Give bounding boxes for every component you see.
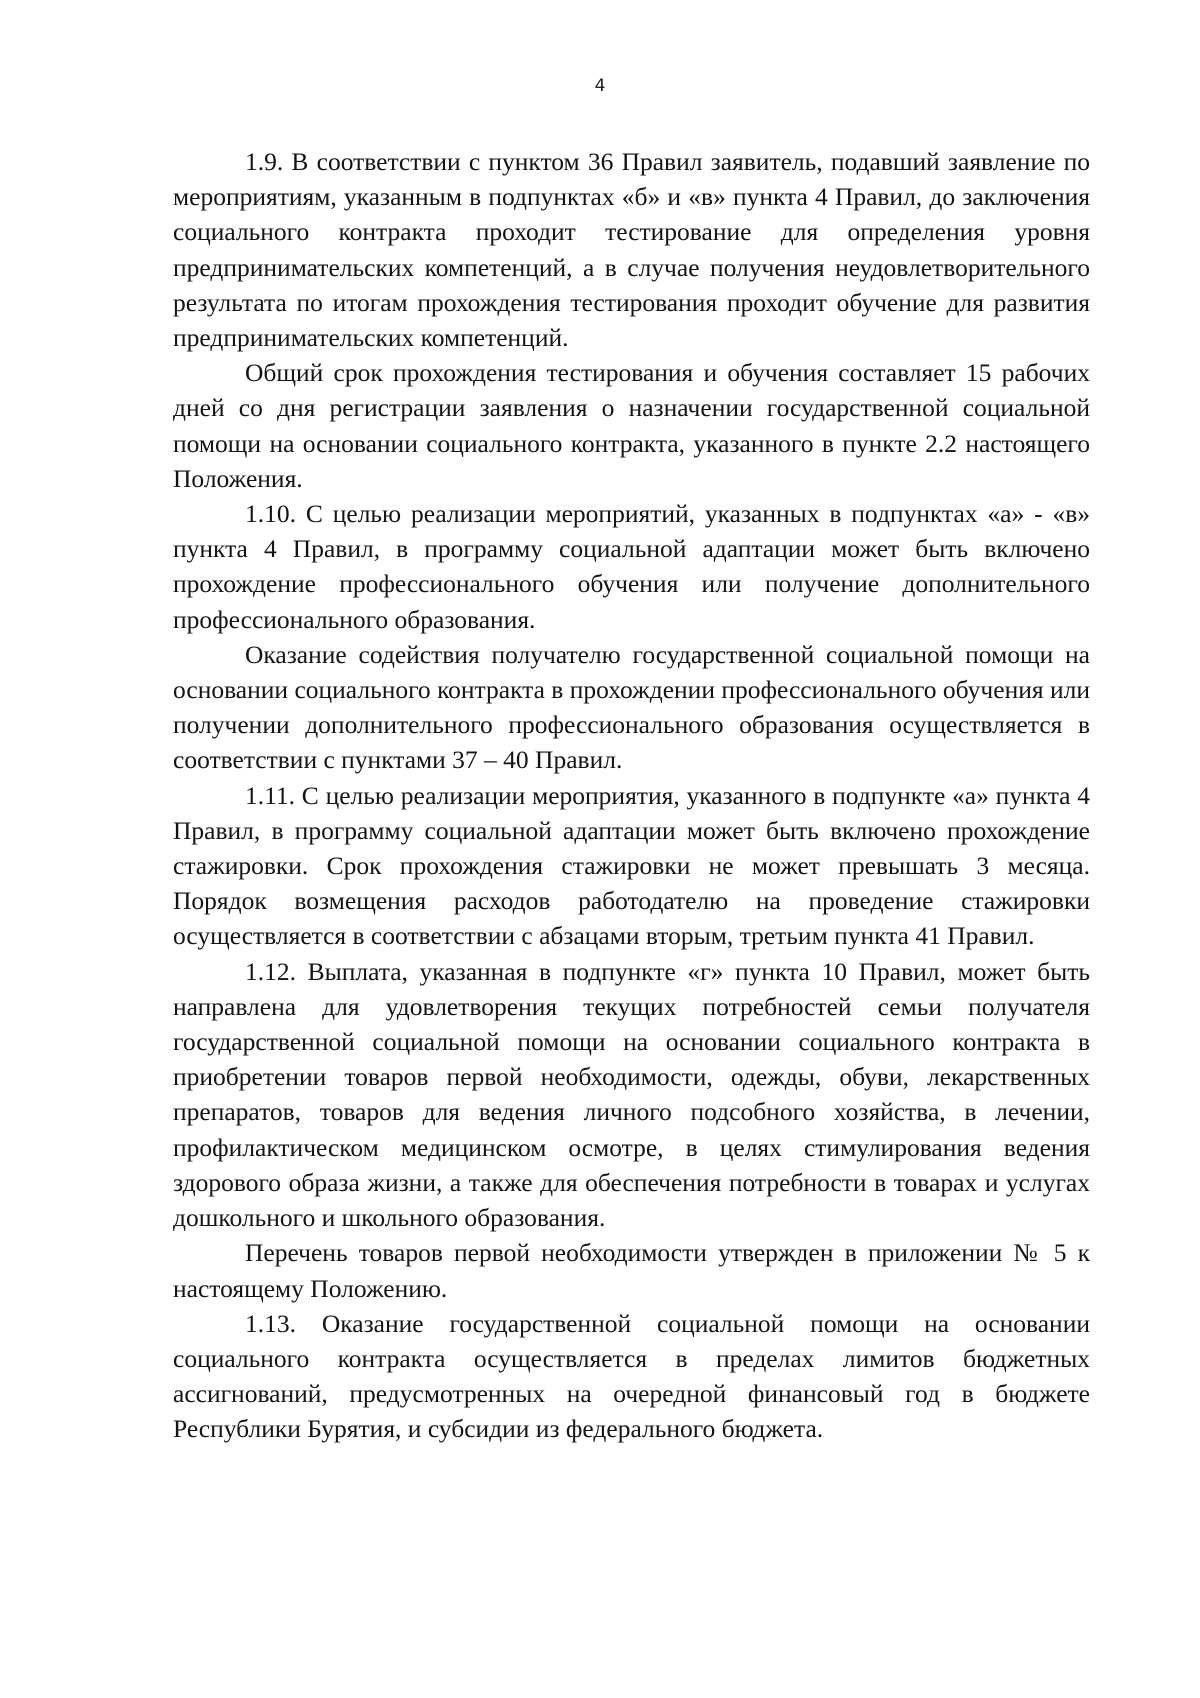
paragraph-1-10: 1.10. С целью реализации мероприятий, указанных в подпунктах «а» - «в» пункта 4 Правил, в программу социальной адаптации может быть включено прохождение профессионального обучения или получение дополнительного профессионального образования. (173, 499, 1090, 634)
paragraph-1-13: 1.13. Оказание государственной социальной помощи на основании социального контракта осуществляется в пределах лимитов бюджетных ассигнований, предусмотренных на очередной финансовый год в бюджете Республики Бурятия, и субсидии из федерального бюджета. (173, 1308, 1090, 1444)
paragraph-1-9: 1.9. В соответствии с пунктом 36 Правил заявитель, подавший заявление по мероприятиям, указанным в подпунктах «б» и «в» пункта 4 Правил, до заключения социального контракта проходит тестирование для определения уровня предпринимательских компетенций, а в случае получения неудовлетворительного результата по итогам прохождения тестирования проходит обучение для развития предпринимательских компетенций. (173, 147, 1090, 353)
paragraph-1-11: 1.11. С целью реализации мероприятия, указанного в подпункте «а» пункта 4 Правил, в программу социальной адаптации может быть включено прохождение стажировки. Срок прохождения стажировки не может превышать 3 месяца. Порядок возмещения расходов работодателю на проведение стажировки осуществляется в соответствии с абзацами вторым, третьим пункта 41 Правил. (173, 780, 1090, 951)
page-number: 4 (594, 76, 606, 96)
paragraph-testing-term: Общий срок прохождения тестирования и обучения составляет 15 рабочих дней со дня регистрации заявления о назначении государственной социальной помощи на основании социального контракта, указанного в пункте 2.2 настоящего Положения. (173, 358, 1090, 493)
paragraph-1-12: 1.12. Выплата, указанная в подпункте «г» пункта 10 Правил, может быть направлена для удовлетворения текущих потребностей семьи получателя государственной социальной помощи на основании социального контракта в приобретении товаров первой необходимости, одежды, обуви, лекарственных препаратов, товаров для ведения личного подсобного хозяйства, в лечении, профилактическом медицинском осмотре, в целях стимулирования ведения здорового образа жизни, а также для обеспечения потребности в товарах и услугах дошкольного и школьного образования. (173, 956, 1090, 1233)
paragraph-training-assistance: Оказание содействия получателю государственной социальной помощи на основании социального контракта в прохождении профессионального обучения или получении дополнительного профессионального образования осуществляется в соответствии с пунктами 37 – 40 Правил. (173, 639, 1090, 775)
document-body (173, 144, 1090, 1447)
paragraph-goods-list: Перечень товаров первой необходимости утвержден в приложении № 5 к настоящему Положению. (173, 1238, 1090, 1303)
